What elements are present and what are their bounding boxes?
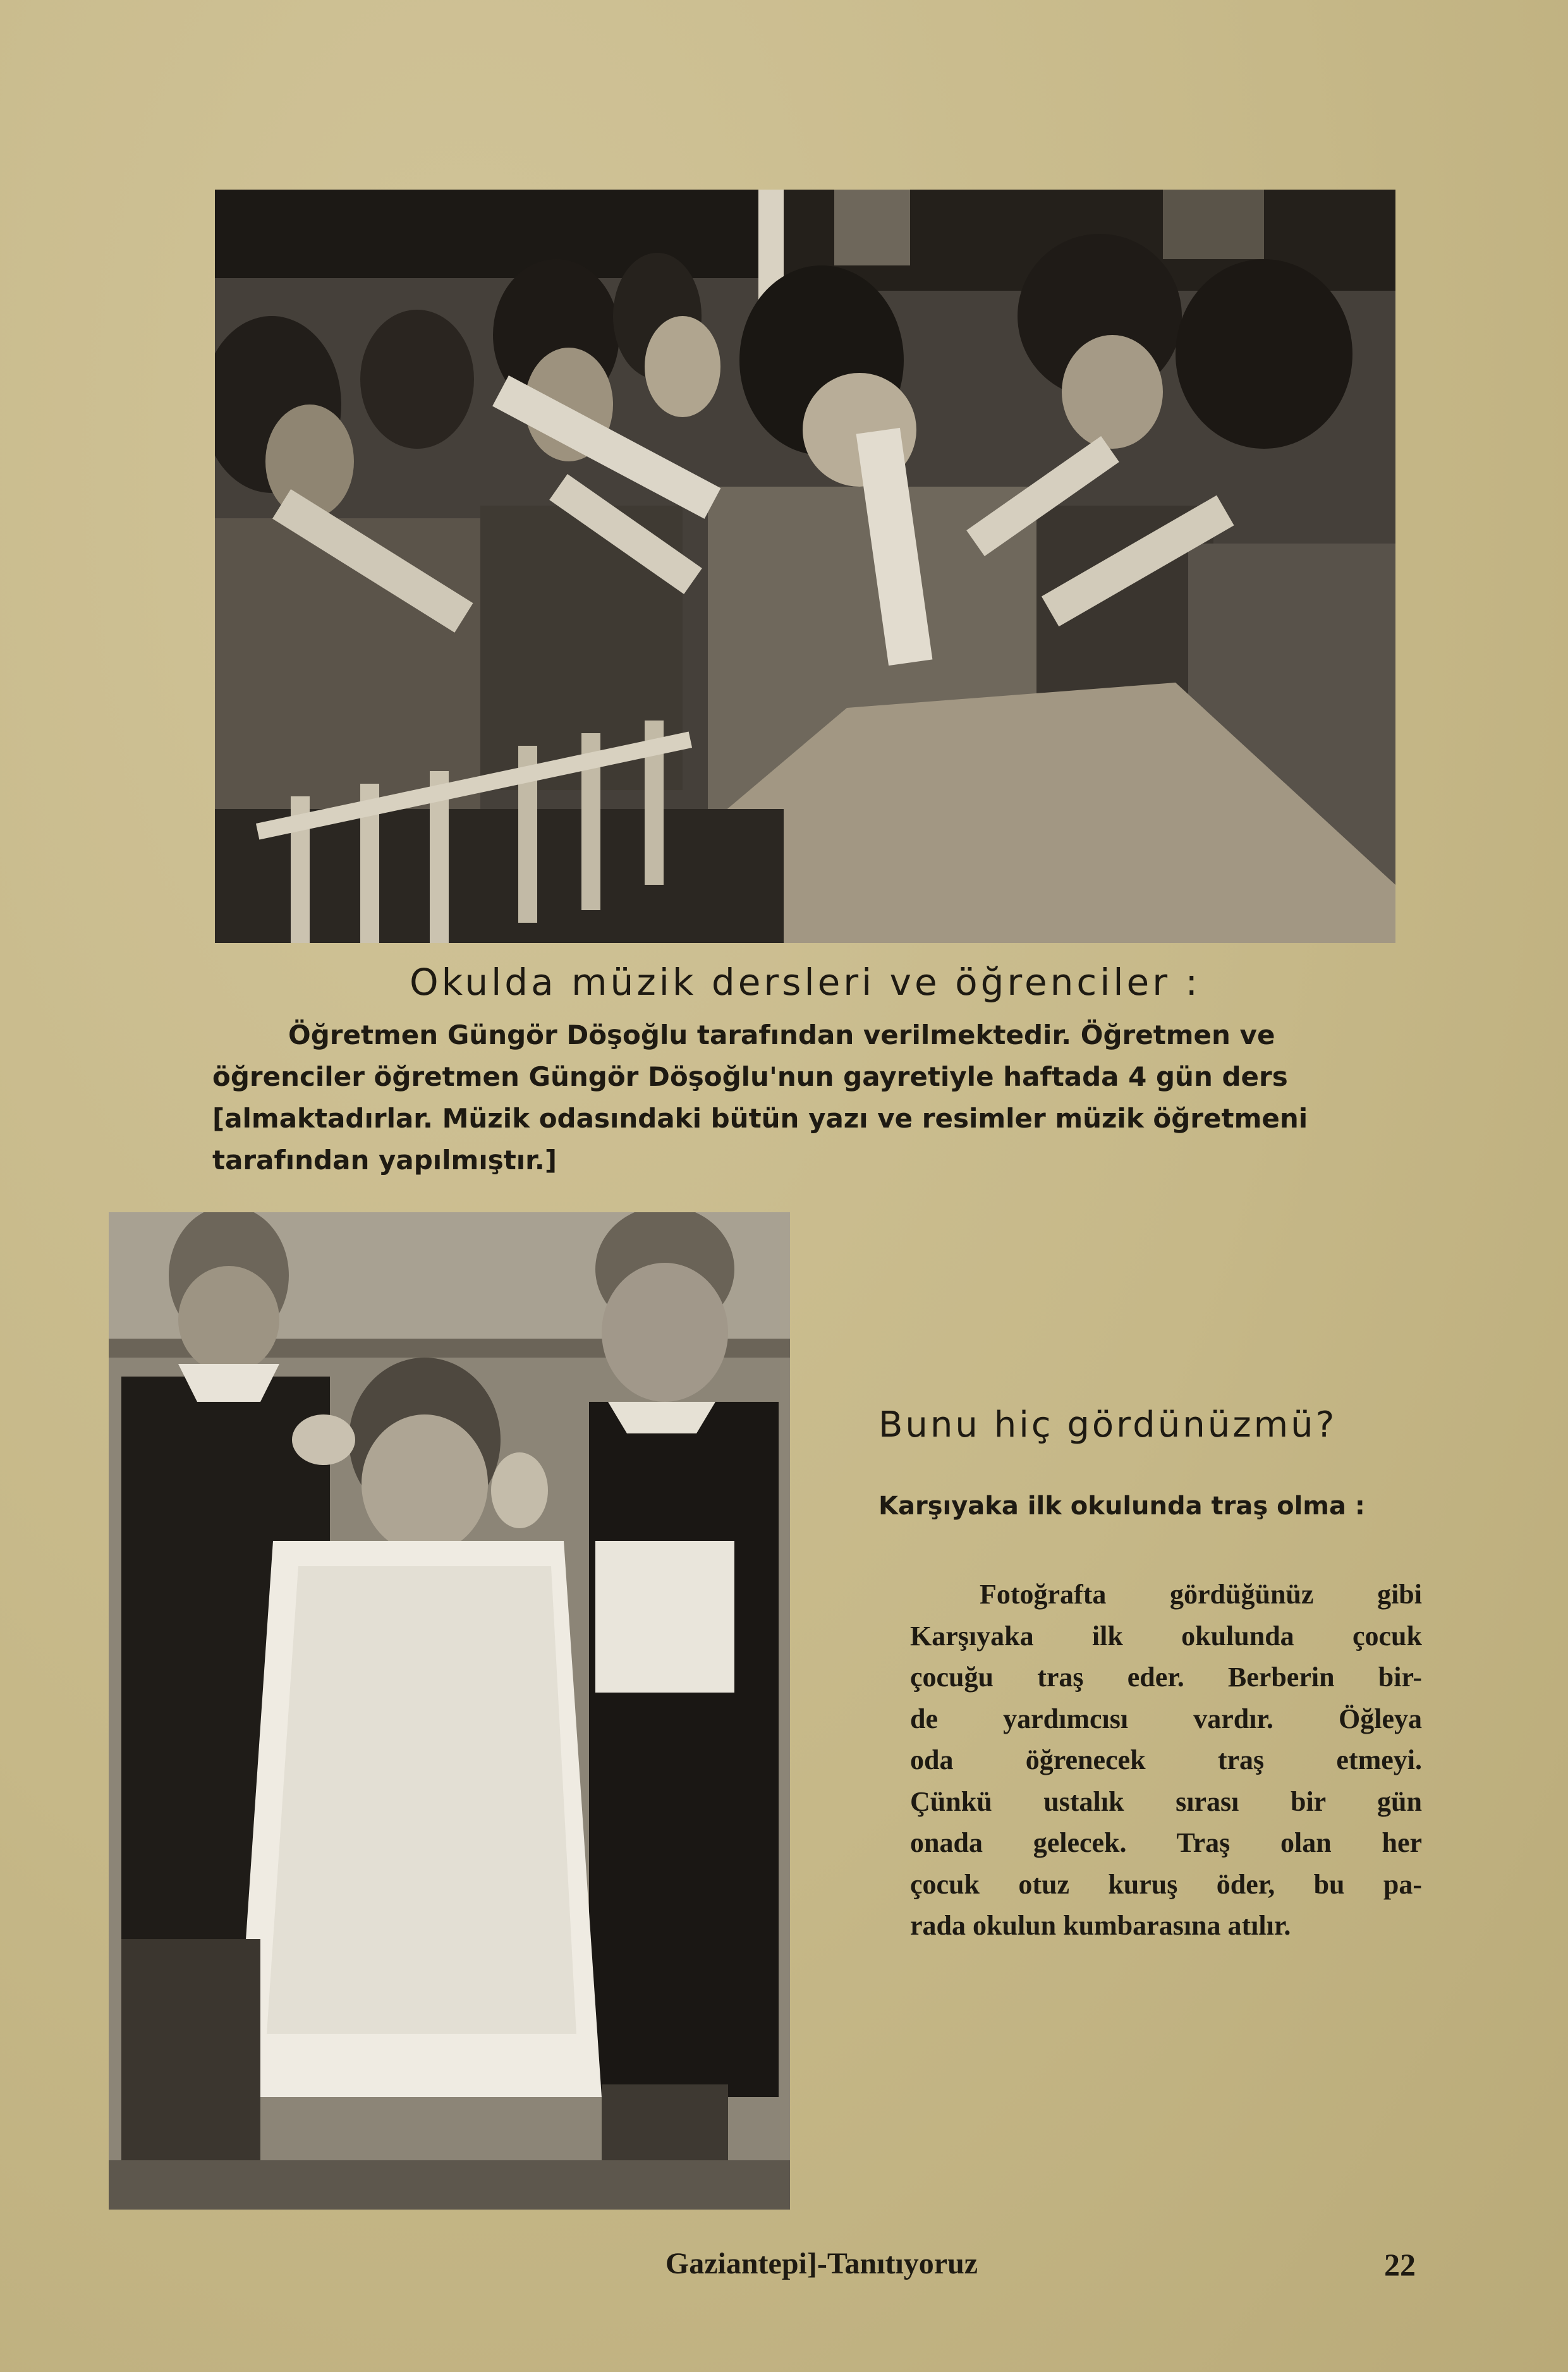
- music-class-photo-image: [215, 190, 1395, 943]
- music-caption-line: [almaktadırlar. Müzik odasındaki bütün yazı ve resimler müzik öğretmeni: [212, 1103, 1308, 1134]
- article-line: onada gelecek. Traş olan her: [910, 1827, 1422, 1858]
- article-line: Çünkü ustalık sırası bir gün: [910, 1785, 1422, 1817]
- article-line: rada okulun kumbarasına atılır.: [910, 1910, 1291, 1941]
- article-body: [910, 1574, 1422, 1947]
- footer-title: Gaziantepi]-Tanıtıyoruz: [665, 2247, 978, 2280]
- music-caption-line: öğrenciler öğretmen Güngör Döşoğlu'nun gayretiyle haftada 4 gün ders: [212, 1061, 1288, 1092]
- article-line: çocuğu traş eder. Berberin bir-: [910, 1662, 1422, 1693]
- music-caption-line: Öğretmen Güngör Döşoğlu tarafından verilmektedir. Öğretmen ve: [288, 1019, 1275, 1050]
- article-line: Fotoğrafta gördüğünüz gibi: [980, 1579, 1422, 1610]
- article-line: de yardımcısı vardır. Öğleya: [910, 1703, 1422, 1734]
- barber-photo: [109, 1212, 790, 2210]
- music-caption-line: tarafından yapılmıştır.]: [212, 1145, 557, 1176]
- music-caption-title: Okulda müzik dersleri ve öğrenciler :: [409, 961, 1201, 1004]
- article-line: Karşıyaka ilk okulunda çocuk: [910, 1620, 1422, 1651]
- article-title: Bunu hiç gördünüzmü?: [878, 1404, 1337, 1445]
- music-caption-text: [212, 1014, 1401, 1181]
- article-subtitle: Karşıyaka ilk okulunda traş olma :: [878, 1492, 1365, 1521]
- article-line: çocuk otuz kuruş öder, bu pa-: [910, 1868, 1422, 1900]
- music-class-photo: [215, 190, 1395, 943]
- article-line: oda öğrenecek traş etmeyi.: [910, 1744, 1422, 1775]
- barber-photo-image: [109, 1212, 790, 2210]
- page-number: 22: [1384, 2247, 1416, 2282]
